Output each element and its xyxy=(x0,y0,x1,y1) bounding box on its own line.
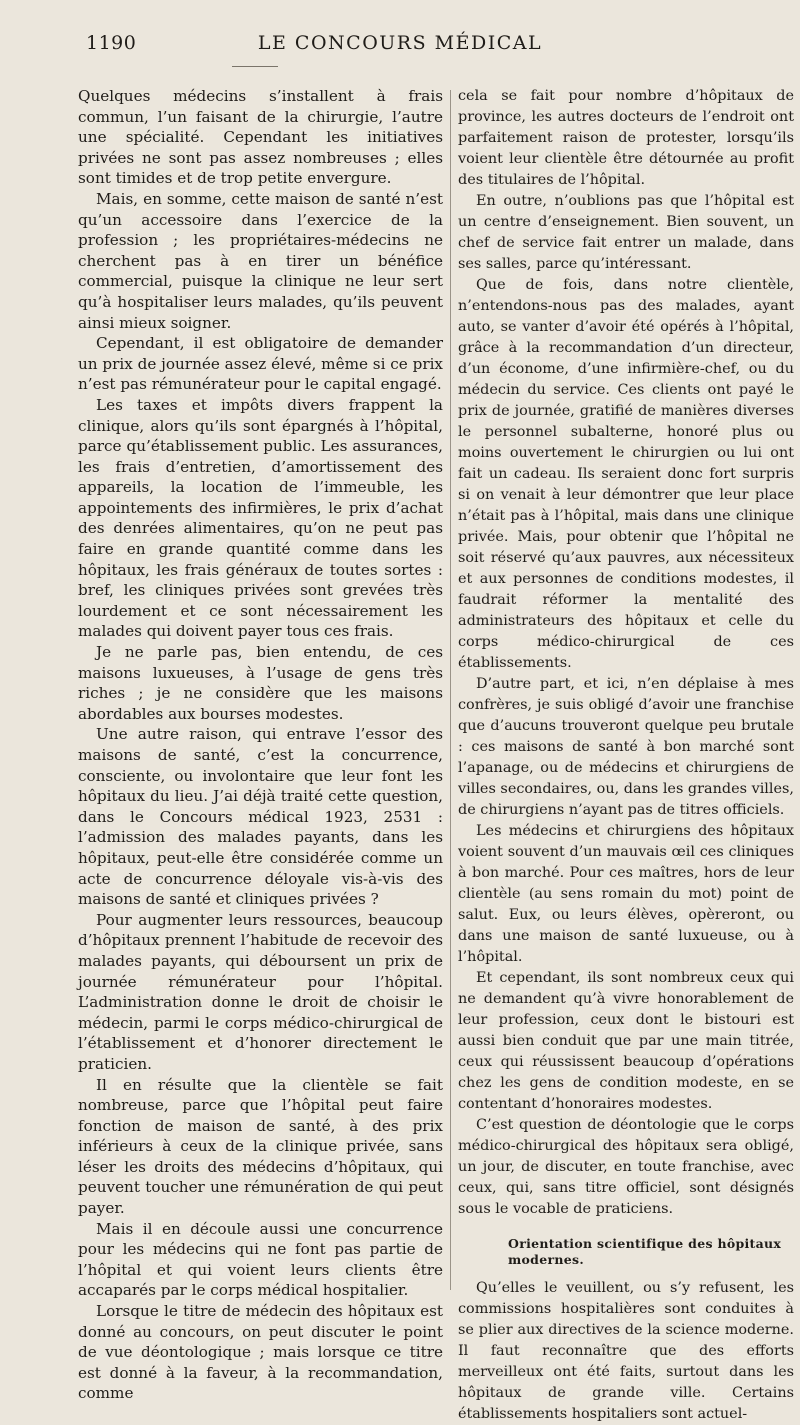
paragraph: Et cependant, ils sont nombreux ceux qui ne demandent qu’à vivre honorablement de leur profession, ceux dont le bistouri est aussi bien conduit que par une main titrée, ceux qui réussissent beaucoup d’opérations chez les gens de condition modeste, en se contentant d’honoraires modestes. xyxy=(458,970,794,1112)
paragraph: Une autre raison, qui entrave l’essor des maisons de santé, c’est la concurrence, consciente, ou involontaire que leur font les hôpitaux du lieu. J’ai déjà traité cette question, dans le Concours médical 1923, 2531 : l’admission des malades payants, dans les hôpitaux, peut-elle être considérée comme un acte de concurrence déloyale vis-à-vis des maisons de santé et cliniques privées ? xyxy=(78,725,443,909)
paragraph: C’est question de déontologie que le corps médico-chirurgical des hôpitaux sera obligé, un jour, de discuter, en toute franchise, avec ceux, qui, sans titre officiel, sont désignés sous le vocable de praticiens. xyxy=(458,1117,794,1217)
page-header xyxy=(0,30,800,70)
page-number: 1190 xyxy=(86,32,137,54)
paragraph: Que de fois, dans notre clientèle, n’entendons-nous pas des malades, ayant auto, se vanter d’avoir été opérés à l’hôpital, grâce à la recommandation d’un directeur, d’un économe, d’une infirmière-chef, ou du médecin du service. Ces clients ont payé le prix de journée, gratifié de manières diverses le personnel subalterne, honoré plus ou moins ouvertement le chirurgien ou lui ont fait un cadeau. Ils seraient donc fort surpris si on venait à leur démontrer que leur place n’était pas à l’hôpital, mais dans une clinique privée. Mais, pour obtenir que l’hôpital ne soit réservé qu’aux pauvres, aux nécessiteux et aux personnes de conditions modestes, il faudrait réformer la mentalité des administrateurs des hôpitaux et celle du corps médico-chirurgical de ces établissements. xyxy=(458,277,794,671)
paragraph: Quelques médecins s’installent à frais commun, l’un faisant de la chirurgie, l’autre une spécialité. Cependant les initiatives privées ne sont pas assez nombreuses ; elles sont timides et de trop petite envergure. xyxy=(78,87,443,188)
column-divider xyxy=(450,90,451,1290)
paragraph: Les taxes et impôts divers frappent la clinique, alors qu’ils sont épargnés à l’hôpital, parce qu’établissement public. Les assurances, les frais d’entretien, d’amortissement des appareils, la location de l’immeuble, les appointements des infirmières, le prix d’achat des denrées alimentaires, qu’on ne peut pas faire en grande quantité comme dans les hôpitaux, les frais généraux de toutes sortes : bref, les cliniques privées sont grevées très lourdement et ce sont nécessairement les malades qui doivent payer tous ces frais. xyxy=(78,395,443,641)
right-column xyxy=(458,86,794,1425)
paragraph: Je ne parle pas, bien entendu, de ces maisons luxueuses, à l’usage de gens très riches ; je ne considère que les maisons abordables aux bourses modestes. xyxy=(78,643,443,723)
section-heading: Orientation scientifique des hôpitaux modernes. xyxy=(508,1236,782,1267)
header-ornament-rule xyxy=(232,66,278,67)
paragraph: Mais il en découle aussi une concurrence pour les médecins qui ne font pas partie de l’hôpital et qui voient leurs clients être accaparés par le corps médical hospitalier. xyxy=(78,1219,443,1300)
paragraph: Pour augmenter leurs ressources, beaucoup d’hôpitaux prennent l’habitude de recevoir des malades payants, qui déboursent un prix de journée rémunérateur pour l’hôpital. L’administration donne le droit de choisir le médecin, parmi le corps médico-chirurgical de l’établissement et d’honorer directement le praticien. xyxy=(78,910,443,1073)
paragraph: Lorsque le titre de médecin des hôpitaux est donné au concours, on peut discuter le point de vue déontologique ; mais lorsque ce titre est donné à la faveur, à la recommandation, comme xyxy=(78,1302,443,1403)
paragraph: D’autre part, et ici, n’en déplaise à mes confrères, je suis obligé d’avoir une franchise que d’aucuns trouveront quelque peu brutale : ces maisons de santé à bon marché sont l’apanage, ou de médecins et chirurgiens de villes secondaires, ou, dans les grandes villes, de chirurgiens n’ayant pas de titres officiels. xyxy=(458,676,794,818)
paragraph: Cependant, il est obligatoire de demander un prix de journée assez élevé, même si ce prix n’est pas rémunérateur pour le capital engagé. xyxy=(78,334,443,394)
paragraph: Mais, en somme, cette maison de santé n’est qu’un accessoire dans l’exercice de la profession ; les propriétaires-médecins ne cherchent pas à en tirer un bénéfice commercial, puisque la clinique ne leur sert qu’à hospitaliser leurs malades, qu’ils peuvent ainsi mieux soigner. xyxy=(78,189,443,332)
paragraph: En outre, n’oublions pas que l’hôpital est un centre d’enseignement. Bien souvent, un chef de service fait entrer un malade, dans ses salles, parce qu’intéressant. xyxy=(458,193,794,272)
paragraph: cela se fait pour nombre d’hôpitaux de province, les autres docteurs de l’endroit ont parfaitement raison de protester, lorsqu’ils voient leur clientèle être détournée au profit des titulaires de l’hôpital. xyxy=(458,88,794,188)
paragraph: Qu’elles le veuillent, ou s’y refusent, les commissions hospitalières sont conduites à se plier aux directives de la science moderne. Il faut reconnaître que des efforts merveilleux ont été faits, surtout dans les hôpitaux de grande ville. Certains établissements hospitaliers sont actuel- xyxy=(458,1280,794,1422)
paragraph: Les médecins et chirurgiens des hôpitaux voient souvent d’un mauvais œil ces cliniques à bon marché. Pour ces maîtres, hors de leur clientèle (au sens romain du mot) point de salut. Eux, ou leurs élèves, opèreront, ou dans une maison de santé luxueuse, ou à l’hôpital. xyxy=(458,823,794,965)
left-column xyxy=(78,86,443,1404)
paragraph: Il en résulte que la clientèle se fait nombreuse, parce que l’hôpital peut faire fonction de maison de santé, à des prix inférieurs à ceux de la clinique privée, sans léser les droits des médecins d’hôpitaux, qui peuvent toucher une rémunération de qui peut payer. xyxy=(78,1075,443,1218)
running-title: LE CONCOURS MÉDICAL xyxy=(257,32,543,54)
